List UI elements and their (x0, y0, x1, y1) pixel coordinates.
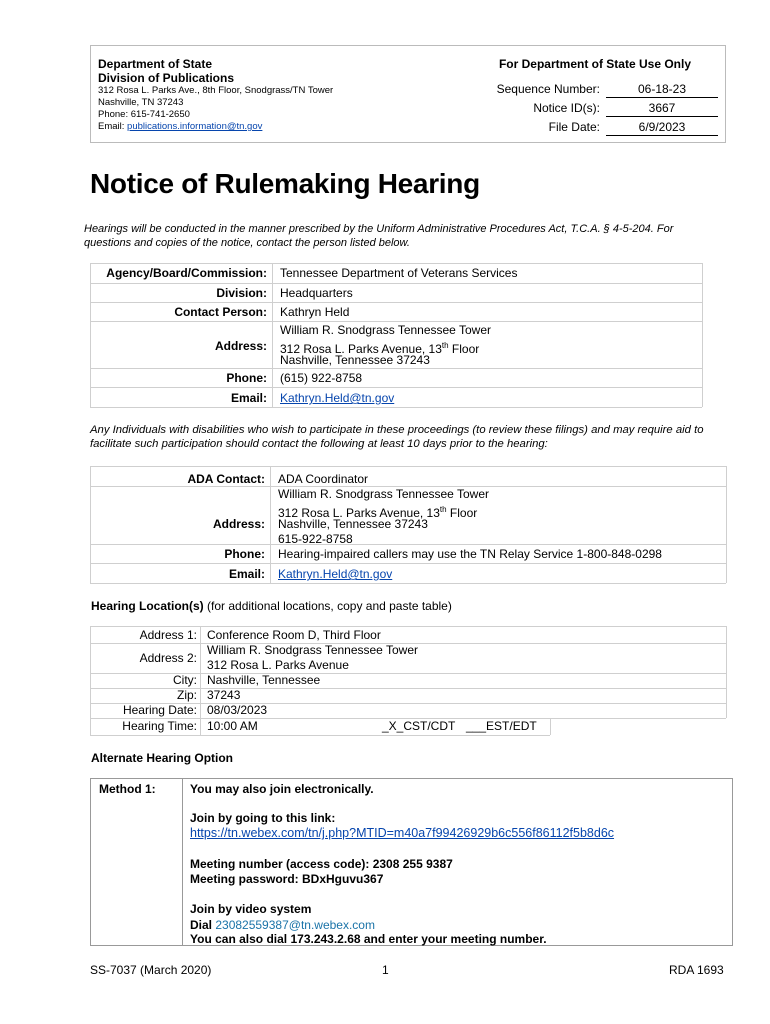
phone-value: (615) 922-8758 (280, 371, 363, 385)
ada-line2-floor: Floor (446, 506, 478, 520)
hearing-date-label: Hearing Date: (122, 703, 197, 717)
ada-line3: Nashville, Tennessee 37243 (278, 517, 428, 531)
address-line1: William R. Snodgrass Tennessee Tower (280, 323, 491, 337)
notice-label: Notice ID(s): (533, 101, 600, 115)
dial-alt: You can also dial 173.243.2.68 and enter your meeting number. (190, 932, 547, 946)
address-line2-floor: Floor (448, 342, 480, 356)
phone-label: Phone: (226, 371, 267, 385)
hearing-time-label: Hearing Time: (122, 719, 197, 733)
method-label: Method 1: (99, 782, 156, 796)
footer-form: SS-7037 (March 2020) (90, 963, 212, 977)
ada-line1: William R. Snodgrass Tennessee Tower (278, 487, 489, 501)
address-label: Address: (214, 339, 267, 353)
webex-link[interactable]: https://tn.webex.com/tn/j.php?MTID=m40a7f99426929b6c556f86112f5b8d6c (190, 826, 615, 840)
dept-name: Department of State (98, 57, 213, 71)
ada-line2-sup: th (439, 505, 447, 514)
hearing-heading-text: Hearing Location(s) (91, 599, 204, 613)
meeting-password: Meeting password: BDxHguvu367 (190, 872, 384, 886)
agency-label: Agency/Board/Commission: (106, 266, 267, 280)
email-label: Email: (230, 391, 267, 405)
hearing-addr2-line2: 312 Rosa L. Parks Avenue (207, 658, 349, 672)
address-line2-text: 312 Rosa L. Parks Avenue, 13 (280, 342, 442, 356)
file-date-value: 6/9/2023 (606, 120, 718, 136)
footer-rda: RDA 1693 (669, 963, 724, 977)
dial-line (190, 918, 375, 932)
join-link-label: Join by going to this link: (190, 811, 336, 825)
address-line3: Nashville, Tennessee 37243 (280, 353, 430, 367)
video-label: Join by video system (190, 902, 312, 916)
publisher-email-label: Email: (98, 121, 128, 132)
hearing-city-label: City: (173, 673, 197, 687)
alternate-heading: Alternate Hearing Option (91, 751, 234, 765)
address-line2-sup: th (441, 341, 449, 350)
hearing-heading (91, 599, 452, 613)
page-title: Notice of Rulemaking Hearing (90, 168, 480, 199)
ada-line4: 615-922-8758 (278, 532, 353, 546)
hearing-zip-label: Zip: (176, 688, 197, 702)
footer-page: 1 (382, 963, 389, 977)
ada-note: Any Individuals with disabilities who wish to participate in these proceedings (to review these filings) and may require aid to facilitate such participation should contact the following at least 10 days prior to the hearing: (90, 424, 704, 450)
email-link[interactable]: Kathryn.Held@tn.gov (280, 391, 395, 405)
division-label: Division: (216, 286, 267, 300)
ada-contact-label: ADA Contact: (187, 472, 265, 486)
method-line1: You may also join electronically. (190, 782, 374, 796)
hearing-heading-note: (for additional locations, copy and paste table) (203, 599, 452, 613)
hearing-est-option[interactable]: ___EST/EDT (466, 719, 537, 733)
publisher-address: 312 Rosa L. Parks Ave., 8th Floor, Snodgrass/TN Tower (98, 85, 334, 96)
dial-label: Dial (190, 918, 216, 932)
publisher-email-link[interactable]: publications.information@tn.gov (127, 121, 263, 132)
hearing-time-value: 10:00 AM (207, 719, 258, 733)
ada-contact-value: ADA Coordinator (278, 472, 369, 486)
ada-address-label: Address: (212, 517, 265, 531)
notice-row (440, 101, 720, 119)
ada-line2-text: 312 Rosa L. Parks Avenue, 13 (278, 506, 440, 520)
division-value: Headquarters (280, 286, 353, 300)
hearing-cst-option[interactable]: _X_CST/CDT (382, 719, 456, 733)
hearing-addr1-label: Address 1: (139, 628, 197, 642)
hearing-zip-value: 37243 (207, 688, 241, 702)
agency-value: Tennessee Department of Veterans Services (280, 266, 518, 280)
division-name: Division of Publications (98, 71, 235, 85)
use-only-title: For Department of State Use Only (498, 57, 692, 71)
ada-phone-label: Phone: (224, 547, 265, 561)
sequence-label: Sequence Number: (496, 82, 600, 96)
hearing-addr2-label: Address 2: (139, 651, 197, 665)
notice-value: 3667 (606, 101, 718, 117)
ada-email-label: Email: (228, 567, 265, 581)
publisher-phone: Phone: 615-741-2650 (98, 109, 190, 120)
sequence-value: 06-18-23 (606, 82, 718, 98)
file-date-row (440, 120, 720, 138)
file-date-label: File Date: (548, 120, 600, 134)
hearing-addr1-value: Conference Room D, Third Floor (207, 628, 381, 642)
contact-label: Contact Person: (174, 305, 267, 319)
hearing-city-value: Nashville, Tennessee (207, 673, 321, 687)
dial-address[interactable]: 23082559387@tn.webex.com (215, 918, 375, 932)
meeting-number: Meeting number (access code): 2308 255 9387 (190, 857, 453, 871)
publisher-block (98, 57, 428, 133)
method-divider (182, 778, 183, 946)
publisher-email-line (98, 121, 428, 133)
ada-email-link[interactable]: Kathryn.Held@tn.gov (278, 567, 393, 581)
hearing-addr2-line1: William R. Snodgrass Tennessee Tower (207, 643, 418, 657)
ada-phone-value: Hearing-impaired callers may use the TN Relay Service 1-800-848-0298 (278, 547, 662, 561)
sequence-row (440, 82, 720, 100)
intro-note: Hearings will be conducted in the manner prescribed by the Uniform Administrative Procedures Act, T.C.A. § 4-5-204. For questions and copies of the notice, contact the person listed below. (84, 223, 674, 249)
publisher-city: Nashville, TN 37243 (98, 97, 184, 108)
hearing-date-value: 08/03/2023 (207, 703, 268, 717)
contact-value: Kathryn Held (280, 305, 350, 319)
